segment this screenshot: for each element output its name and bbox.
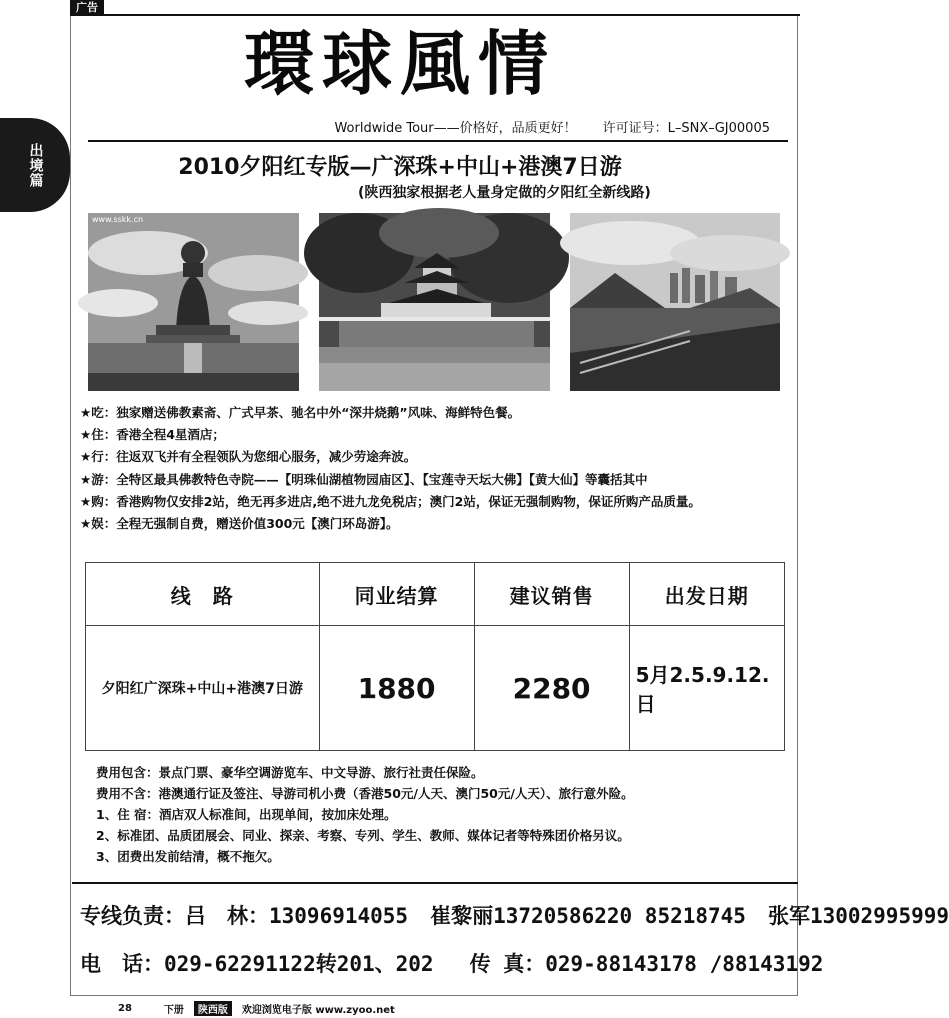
- footer-website: 欢迎浏览电子版 www.zyoo.net: [241, 1005, 395, 1016]
- fee-notes: [96, 762, 786, 867]
- trade-price-cell: 1880: [319, 626, 474, 751]
- contact-person-2: 崔黎丽13720586220 85218745: [430, 904, 746, 928]
- contact-label: 专线负责：: [80, 904, 185, 928]
- contact-person-3: 张军13002995999: [767, 904, 949, 928]
- feature-eat: ★吃：独家赠送佛教素斋、广式早茶、驰名中外“深井烧鹅”风味、海鲜特色餐。: [80, 405, 521, 420]
- pagoda-photo: [319, 213, 550, 391]
- header-trade-price: 同业结算: [319, 563, 474, 626]
- phone-number: 029-62291122转201、202: [164, 952, 434, 976]
- contact-divider: [72, 882, 798, 884]
- contact-line-1: [80, 900, 949, 930]
- contact-person-1: 吕 林：13096914055: [185, 904, 409, 928]
- edition-badge: 陕西版: [194, 1001, 232, 1016]
- big-buddha-photo: [88, 213, 299, 391]
- table-row: [86, 626, 785, 751]
- brand-title: 環球風情: [244, 22, 556, 105]
- feature-stay: ★住：香港全程4星酒店；: [80, 427, 225, 443]
- photo-watermark: www.sskk.cn: [92, 215, 144, 224]
- volume-label: 下册: [163, 1005, 184, 1016]
- tour-subtitle: (陕西独家根据老人量身定做的夕阳红全新线路): [358, 185, 651, 201]
- note-accommodation: 1、住 宿：酒店双人标准间，出现单间，按加床处理。: [96, 807, 397, 822]
- header-retail-price: 建议销售: [474, 563, 629, 626]
- fax-number: 029-88143178 /88143192: [545, 952, 824, 976]
- license-number: 许可证号：L–SNX–GJ00005: [602, 121, 770, 136]
- route-cell: 夕阳红广深珠+中山+港澳7日游: [86, 626, 320, 751]
- fee-included: 费用包含：景点门票、豪华空调游览车、中文导游、旅行社责任保险。: [96, 765, 484, 780]
- feature-tour: ★游：全特区最具佛教特色寺院——【明珠仙湖植物园庙区】、【宝莲寺天坛大佛】【黄大仙】等囊括其中: [80, 471, 648, 487]
- harbour-photo: [570, 213, 780, 391]
- price-table-header: [86, 563, 785, 626]
- price-table: [85, 562, 785, 751]
- header-departure-date: 出发日期: [629, 563, 784, 626]
- slogan: Worldwide Tour——价格好，品质更好！: [334, 121, 577, 136]
- header-divider: [88, 140, 788, 142]
- tour-title: 2010夕阳红专版—广深珠+中山+港澳7日游: [178, 155, 622, 180]
- note-special-groups: 2、标准团、品质团展会、同业、探亲、考察、专列、学生、教师、媒体记者等特殊团价格另议。: [96, 828, 630, 843]
- header-route: 线 路: [86, 563, 320, 626]
- departure-date-cell: 5月2.5.9.12.日: [629, 626, 784, 751]
- page-number: 28: [118, 1003, 132, 1014]
- feature-shopping: ★购：香港购物仅安排2站，绝无再多进店,绝不进九龙免税店；澳门2站，保证无强制购物，保证所购产品质量。: [80, 493, 701, 509]
- section-tab-label: 出境篇: [27, 142, 44, 188]
- feature-travel: ★行：往返双飞并有全程领队为您细心服务，减少劳途奔波。: [80, 449, 417, 465]
- fee-excluded: 费用不含：港澳通行证及签注、导游司机小费（香港50元/人天、澳门50元/人天）、旅行意外险。: [96, 786, 634, 801]
- note-payment: 3、团费出发前结清，概不拖欠。: [96, 849, 280, 864]
- tagline: [334, 117, 770, 136]
- feature-entertainment: ★娱：全程无强制自费，赠送价值300元【澳门环岛游】。: [80, 516, 399, 532]
- phone-label: 电 话：: [80, 952, 164, 976]
- fax-label: 传 真：: [469, 952, 546, 976]
- ad-label: 广告: [70, 0, 104, 16]
- contact-line-2: [80, 948, 823, 978]
- retail-price-cell: 2280: [474, 626, 629, 751]
- page-footer: [118, 1001, 395, 1016]
- feature-list: [80, 402, 795, 535]
